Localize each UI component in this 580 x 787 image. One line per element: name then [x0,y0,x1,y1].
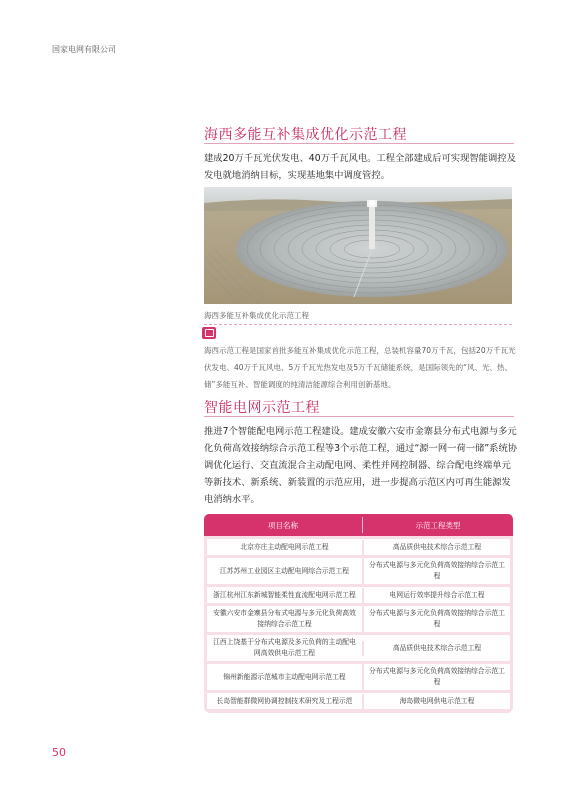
demo-projects-table [204,514,513,713]
project-name-cell: 江西上饶基于分布式电源及多元负荷的主动配电网高效供电示范工程 [213,638,356,657]
table-row [207,539,510,555]
photo-caption: 海西多能互补集成优化示范工程 [204,311,309,320]
project-name-cell: 锦州新能源示范城市主动配电网示范工程 [223,672,346,681]
table-header [204,514,513,536]
project-type-cell: 分布式电源与多元化负荷高效接纳综合示范工程 [362,606,510,632]
solar-thermal-plant-photo [204,187,512,304]
section-body-smart-grid: 推进7个智能配电网示范工程建设。建成安徽六安市金寨县分布式电源与多元化负荷高效接纳综合示范工程等3个示范工程，通过“源一网一荷一储”系统协调优化运行、交直流混合主动配电网、柔性并网控制器、综合配电终端单元等新技术、新系统、新装置的示范应用，进一步提高示范区内可再生能源发电消纳水平。 [204,426,518,505]
table-row [207,635,510,661]
title-divider [204,143,514,144]
section-title-smart-grid: 智能电网示范工程 [204,400,320,416]
title-divider [204,416,514,417]
section-title-haixi: 海西多能互补集成优化示范工程 [204,127,407,143]
project-type-cell: 分布式电源与多元化负荷高效接纳综合示范工程 [362,664,510,690]
table-row [207,587,510,603]
table-row [207,606,510,632]
project-name-cell: 长岛智能群微网协调控制技术研究及工程示范 [216,696,353,705]
column-header-project: 项目名称 [268,520,298,530]
project-type-cell: 海岛微电网供电示范工程 [362,694,510,709]
project-type-cell: 电网运行效率提升综合示范工程 [362,588,510,603]
page-number: 50 [52,746,66,759]
photo-note: 海西示范工程是国家首批多能互补集成优化示范工程，总装机容量70万千瓦，包括20万千瓦光伏发电、40万千瓦风电、5万千瓦光热发电及5万千瓦储能系统，是国际领先的“风、光、热、储”多能互补、智能调度的纯清洁能源综合利用创新基地。 [204,346,516,389]
project-type-cell: 分布式电源与多元化负荷高效接纳综合示范工程 [362,558,510,584]
project-type-cell: 高品质供电技术综合示范工程 [362,540,510,555]
caption-divider [204,324,512,325]
column-header-type: 示范工程类型 [415,520,461,530]
project-name-cell: 浙江杭州江东新城智能柔性直流配电网示范工程 [213,590,356,599]
project-name-cell: 北京亦庄主动配电网示范工程 [240,542,329,551]
project-name-cell: 江苏苏州工业园区主动配电网综合示范工程 [219,566,350,575]
organization-header: 国家电网有限公司 [52,45,116,54]
table-row [207,664,510,690]
note-icon [202,327,216,339]
section-body-haixi: 建成20万千瓦光伏发电、40万千瓦风电。工程全部建成后可实现智能调控及发电就地消纳目标，实现基地集中调度管控。 [204,153,516,181]
table-row [207,693,510,709]
project-name-cell: 安徽六安市金寨县分布式电源与多元化负荷高效接纳综合示范工程 [213,609,356,628]
project-type-cell: 高品质供电技术综合示范工程 [362,641,510,656]
table-row [207,558,510,584]
